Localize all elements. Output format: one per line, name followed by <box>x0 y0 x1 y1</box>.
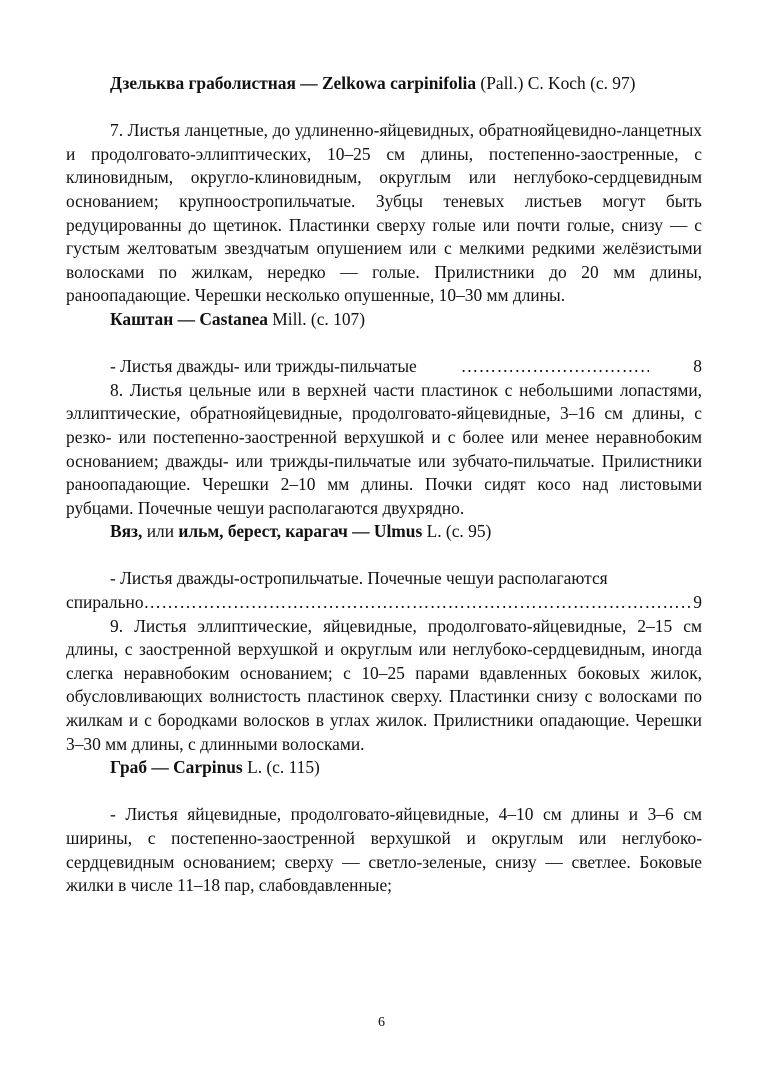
entry-ulmus-name2: ильм, берест, карагач — Ulmus <box>178 521 423 542</box>
alt-8-line1: - Листья дважды-остропильчатые. Почечные чешуи располагаются <box>110 568 608 589</box>
alt-8-target: 9 <box>693 592 702 613</box>
entry-zelkova-ref: (с. 97) <box>590 73 636 93</box>
entry-castanea-name: Каштан — Castanea <box>110 308 268 329</box>
entry-ulmus <box>66 520 702 544</box>
alt-7-line <box>66 355 702 379</box>
couplet-8: 8. Листья цельные или в верхней части пластинок с небольшими лопастями, эллиптические, обратнояйцевидные, продолговато-яйцевидные, 3–16 см длины, с резко- или постепенно-заостренной верхушкой и с более или менее неравнобоким основанием; дважды- или трижды-пильчатые или зубчато-пильчатые. Прилистники раноопадающие. Черешки 2–10 мм длины. Почки сидят косо над листовыми рубцами. Почечные чешуи располагаются двухрядно. <box>66 379 702 518</box>
alt-9: - Листья яйцевидные, продолговато-яйцевидные, 4–10 см длины и 3–6 см ширины, с постепенно-заостренной верхушкой и округлым или неглубоко-сердцевидным основанием; сверху — светло-зеленые, снизу — светлее. Боковые жилки в числе 11–18 пар, слабовдавленные; <box>66 804 702 896</box>
couplet-7: 7. Листья ланцетные, до удлиненно-яйцевидных, обратнояйцевидно-ланцетных и продолговато-эллиптических, 10–25 см длины, постепенно-заостренные, с клиновидным, округло-клиновидным, округлым или неглубоко-сердцевидным основанием; крупноостропильчатые. Зубцы теневых листьев могут быть редуцированны до щетинок. Пластинки сверху голые или почти голые, снизу — с густым желтоватым звездчатым опушением или с мелкими редкими желёзистыми волосками по жилкам, нередко — голые. Прилистники до 20 мм длины, раноопадающие. Черешки несколько опушенные, 10–30 мм длины. <box>66 120 702 306</box>
entry-castanea-author: Mill. (с. 107) <box>267 308 366 329</box>
entry-carpinus-name: Граб — Carpinus <box>110 757 243 778</box>
entry-zelkova-author: (Pall.) C. Koch <box>476 73 586 93</box>
key-text <box>66 72 702 898</box>
spacer <box>66 544 702 568</box>
leader-dots <box>417 355 650 379</box>
entry-zelkova <box>66 72 702 96</box>
alt-8-line2 <box>66 591 702 615</box>
leader-dots <box>144 591 694 615</box>
spacer <box>66 96 702 120</box>
entry-ulmus-author: L. (с. 95) <box>422 521 492 542</box>
entry-castanea <box>66 308 702 332</box>
alt-7-text: - Листья дважды- или трижды-пильчатые <box>110 356 417 377</box>
spacer <box>66 332 702 356</box>
entry-ulmus-connector: или <box>142 521 179 542</box>
alt-7-target: 8 <box>693 356 702 377</box>
entry-zelkova-name: Дзельква граболистная — Zelkowa carpinifolia <box>110 73 477 93</box>
couplet-9: 9. Листья эллиптические, яйцевидные, продолговато-яйцевидные, 2–15 см длины, с заостренной верхушкой и округлым или неглубоко-сердцевидным, иногда слегка неравнобоким основанием; с 10–25 парами вдавленных боковых жилок, обусловливающих волнистость пластинок сверху. Пластинки снизу с волосками по жилкам и с бородками волосков в углах жилок. Прилистники опадающие. Черешки 3–30 мм длины, с длинными волосками. <box>66 615 702 754</box>
entry-carpinus <box>66 756 702 780</box>
page-number: 6 <box>378 1015 385 1030</box>
entry-carpinus-author: L. (с. 115) <box>242 757 320 778</box>
alt-8-text: спирально <box>66 592 144 613</box>
entry-ulmus-name1: Вяз, <box>110 521 143 542</box>
spacer <box>66 780 702 804</box>
